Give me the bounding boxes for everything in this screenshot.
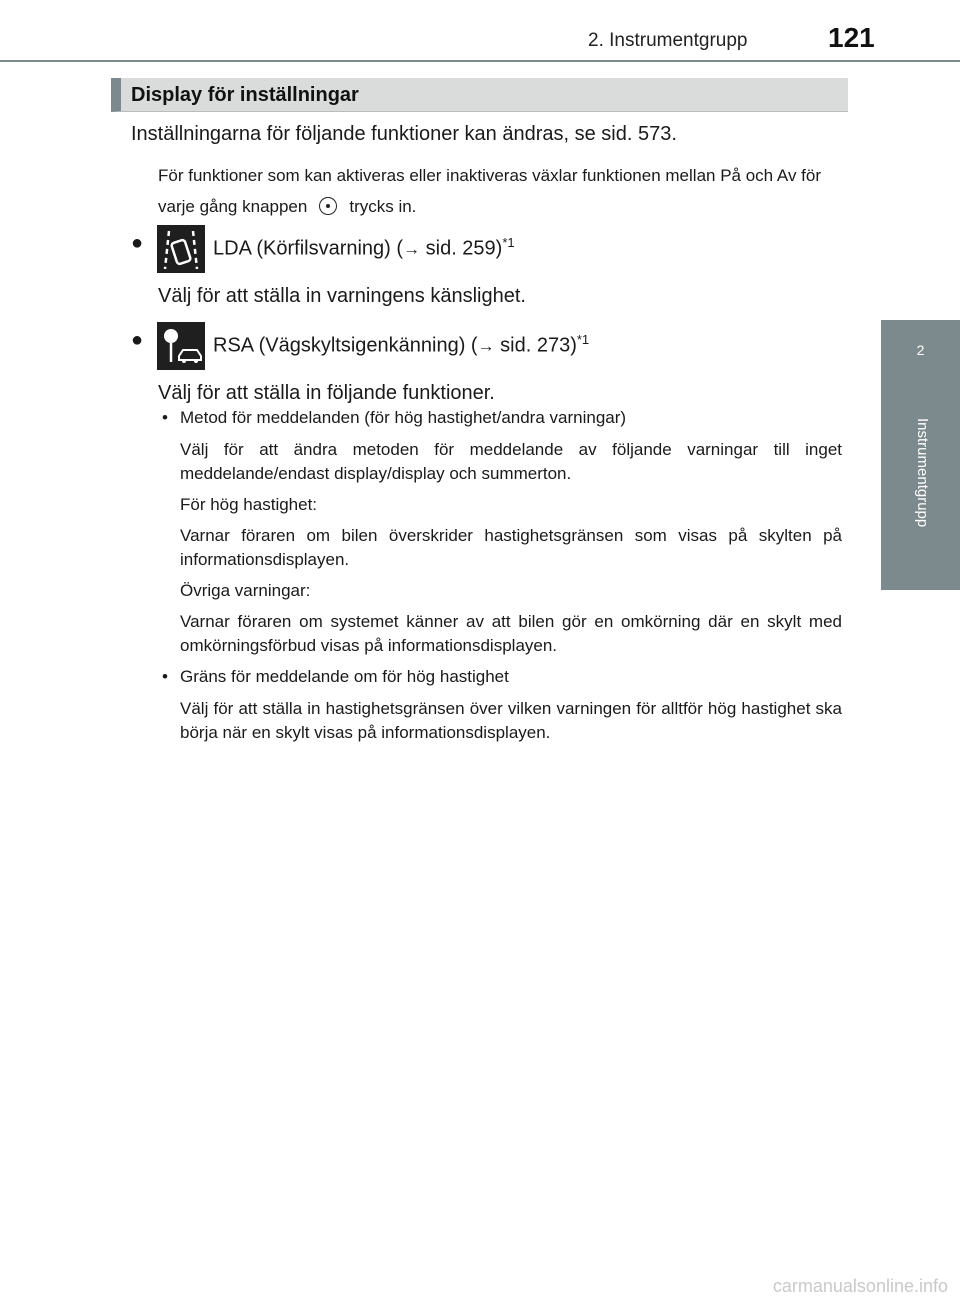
- page-header: [0, 0, 960, 62]
- bullet-dot: ●: [131, 329, 144, 351]
- lda-label: [213, 235, 515, 261]
- list-paragraph: Välj för att ändra metoden för meddelande av följande varningar till inget meddelande/endast display/display och summerton.: [180, 440, 842, 483]
- list-item-title: • Metod för meddelanden (för hög hastighet/andra varningar): [162, 406, 842, 430]
- side-tab-label: Instrumentgrupp: [914, 418, 931, 528]
- lead-text: Inställningarna för följande funktioner kan ändras, se sid. 573.: [131, 123, 677, 145]
- list-paragraph: Övriga varningar:: [180, 581, 311, 600]
- arrow-icon: →: [477, 336, 495, 356]
- lda-page-ref[interactable]: sid. 259): [425, 237, 503, 260]
- lane-departure-icon: [157, 225, 205, 273]
- watermark: carmanualsonline.info: [772, 1276, 948, 1296]
- lda-label-text: LDA (Körfilsvarning) (: [213, 237, 404, 260]
- side-tab-number: 2: [916, 342, 925, 358]
- section-heading: [111, 78, 848, 112]
- header-rule: [0, 60, 960, 62]
- intro-text: [158, 160, 842, 222]
- list-paragraph: Varnar föraren om systemet känner av att bilen gör en omkörning där en skylt med omkörningsförbud visas på informationsdisplayen.: [180, 612, 842, 655]
- arrow-icon: →: [403, 239, 421, 259]
- list-paragraph: Varnar föraren om bilen överskrider hastighetsgränsen som visas på skylten på informationsdisplayen.: [180, 526, 842, 569]
- section-title: Display för inställningar: [131, 84, 359, 106]
- bullet-dot: ●: [131, 232, 144, 254]
- list-paragraph: Välj för att ställa in hastighetsgränsen över vilken varningen för alltför hög hastighet ska börja när en skylt visas på informationsdisplayen.: [180, 699, 842, 742]
- chapter-title: 2. Instrumentgrupp: [588, 30, 748, 51]
- intro-part1: För funktioner som kan aktiveras eller inaktiveras växlar funktionen mellan På och Av för varje gång knappen: [158, 166, 821, 216]
- road-sign-assist-icon: [157, 322, 205, 370]
- lda-description: Välj för att ställa in varningens känslighet.: [158, 285, 526, 307]
- control-button-icon: [319, 197, 337, 215]
- rsa-page-ref[interactable]: sid. 273): [500, 334, 577, 357]
- footnote-marker: *1: [502, 235, 515, 250]
- list-paragraph: För hög hastighet:: [180, 495, 318, 514]
- list-item-title: • Gräns för meddelande om för hög hastighet: [162, 665, 842, 689]
- rsa-function-list: [162, 406, 842, 752]
- intro-part2: trycks in.: [349, 197, 417, 216]
- footnote-marker: *1: [576, 332, 590, 347]
- rsa-description: Välj för att ställa in följande funktioner.: [158, 382, 495, 404]
- chapter-side-tab[interactable]: [881, 320, 960, 590]
- page-number: 121: [828, 22, 875, 53]
- rsa-label-text: RSA (Vägskyltsigenkänning) (: [213, 334, 478, 357]
- rsa-label: [213, 332, 589, 358]
